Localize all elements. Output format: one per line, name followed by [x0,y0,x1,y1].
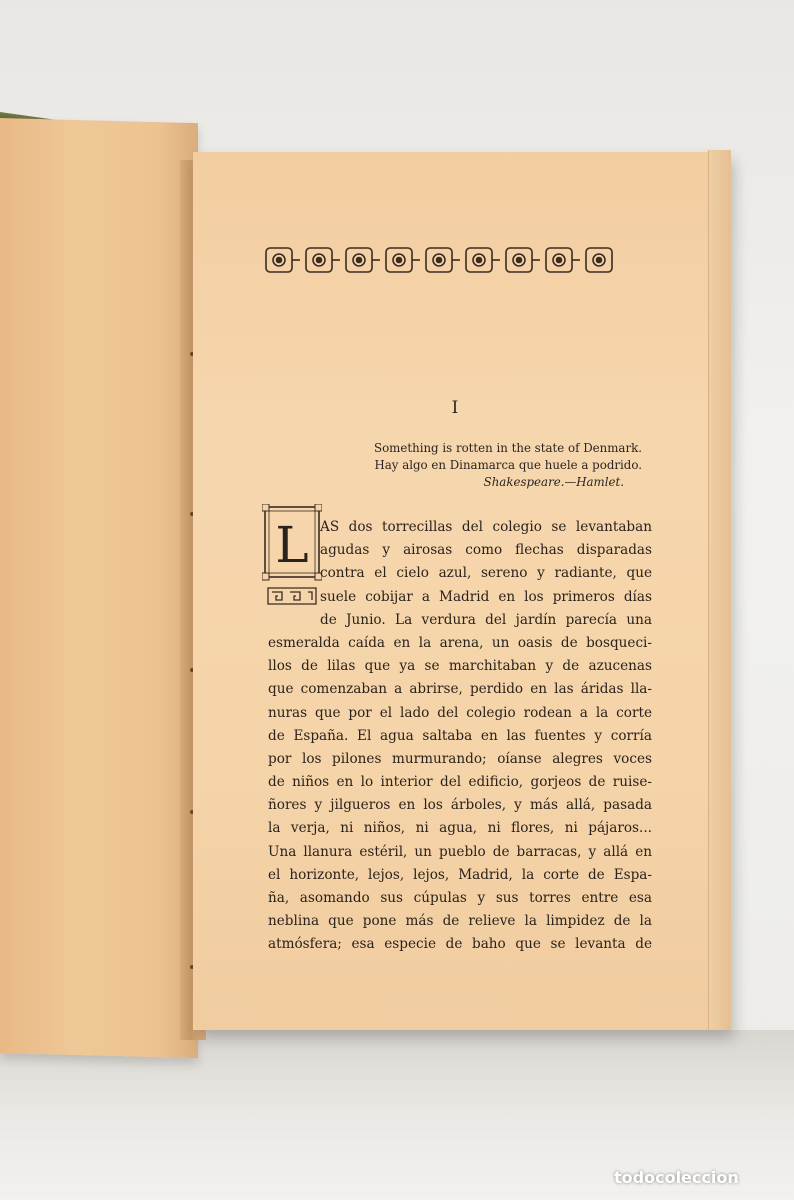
text-line: de España. El agua saltaba en las fuentes y corría [268,727,652,744]
text-line: atmósfera; esa especie de baho que se levanta de [268,936,652,953]
text-line: por los pilones murmurando; oíanse alegres voces [268,750,652,767]
text-line: Una llanura estéril, un pueblo de barracas, y allá en [268,843,652,860]
epigraph-english: Something is rotten in the state of Denmark. [374,441,642,455]
text-line: el horizonte, lejos, lejos, Madrid, la corte de Espa- [268,866,652,883]
page-block-edge [708,150,731,1030]
text-line: llos de lilas que ya se marchitaban y de azucenas [268,658,652,675]
text-line: neblina que pone más de relieve la limpidez de la [268,913,652,930]
text-line: agudas y airosas como flechas disparadas [320,542,652,559]
text-line: nuras que por el lado del colegio rodean a la corte [268,704,652,721]
ornamental-header-band [262,238,636,282]
left-page [0,118,198,1058]
text-line: ñores y jilgueros en los árboles, y más allá, pasada [268,797,652,814]
epigraph-spanish: Hay algo en Dinamarca que huele a podrido. [374,458,642,472]
text-line: esmeralda caída en la arena, un oasis de bosqueci- [268,634,652,651]
text-line: de Junio. La verdura del jardín parecía una [320,611,652,628]
epigraph-attribution: Shakespeare.—Hamlet. [483,475,624,489]
text-line: contra el cielo azul, sereno y radiante, que [320,565,652,582]
text-line: suele cobijar a Madrid en los primeros días [320,588,652,605]
watermark: todocoleccion [614,1168,739,1187]
text-line: de niños en lo interior del edificio, gorjeos de ruise- [268,774,652,791]
text-line: ña, asomando sus cúpulas y sus torres entre esa [268,890,652,906]
chapter-number: I [451,398,459,418]
body-text [268,516,652,957]
drop-cap-letter: L [275,516,309,574]
epigraph [370,440,642,491]
text-line: AS dos torrecillas del colegio se levantaban [320,519,652,535]
text-line: que comenzaban a abrirse, perdido en las áridas lla- [268,681,652,698]
text-line: la verja, ni niños, ni agua, ni flores, ni pájaros... [268,820,652,837]
